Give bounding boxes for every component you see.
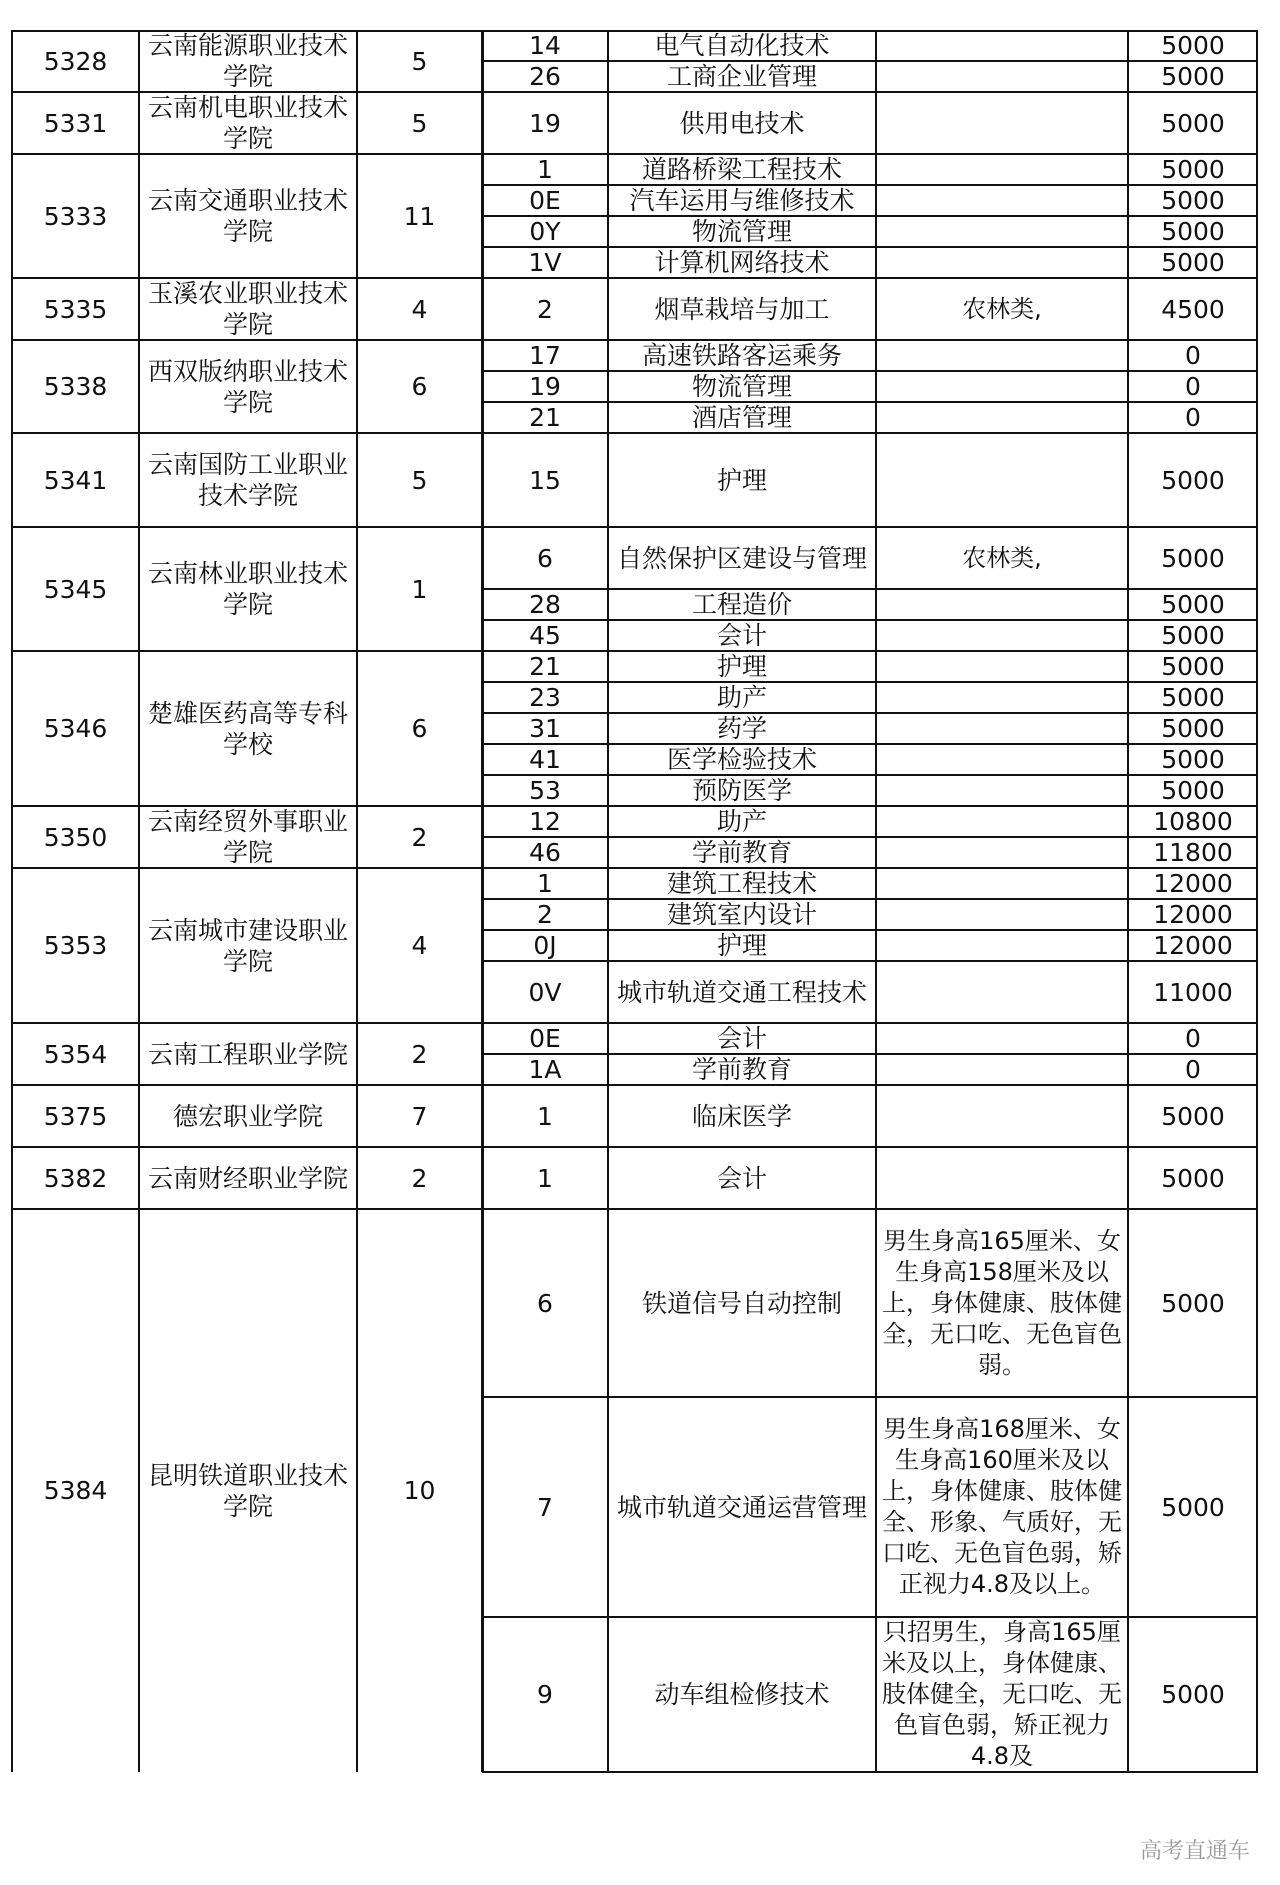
school-name-cell: 云南机电职业技术学院 xyxy=(147,93,348,153)
tuition-cell: 5000 xyxy=(1161,31,1225,60)
requirement-cell xyxy=(876,92,1128,154)
school-code-cell: 5338 xyxy=(43,372,108,401)
major-name-cell: 城市轨道交通运营管理 xyxy=(616,1492,867,1522)
requirement-cell xyxy=(876,1054,1128,1085)
school-code-cell: 5354 xyxy=(43,1039,108,1069)
tuition-cell: 5000 xyxy=(1161,155,1225,184)
major-name-cell: 工商企业管理 xyxy=(666,62,817,91)
major-name-cell: 会计 xyxy=(716,1024,767,1053)
school-name-cell: 昆明铁道职业技术学院 xyxy=(147,1460,348,1521)
tuition-cell: 5000 xyxy=(1161,776,1225,805)
major-id-cell: 15 xyxy=(529,465,561,495)
plan-count-cell: 10 xyxy=(403,1476,436,1505)
school-code-cell: 5341 xyxy=(43,465,108,495)
plan-count-cell: 5 xyxy=(411,108,428,138)
major-id-cell: 0J xyxy=(533,931,557,960)
tuition-cell: 5000 xyxy=(1161,590,1225,619)
plan-count-cell: 2 xyxy=(411,1163,428,1193)
school-name-cell: 云南国防工业职业技术学院 xyxy=(147,450,348,510)
tuition-cell: 5000 xyxy=(1161,108,1225,138)
major-id-cell: 1 xyxy=(537,155,553,184)
column-rule xyxy=(11,30,13,1772)
major-name-cell: 高速铁路客运乘务 xyxy=(641,341,842,370)
major-name-cell: 汽车运用与维修技术 xyxy=(629,186,855,215)
major-name-cell: 计算机网络技术 xyxy=(654,248,830,277)
tuition-cell: 5000 xyxy=(1161,652,1225,681)
major-name-cell: 药学 xyxy=(716,714,767,743)
plan-count-cell: 5 xyxy=(411,465,428,495)
school-code-cell: 5384 xyxy=(43,1476,108,1505)
major-id-cell: 53 xyxy=(529,776,561,805)
plan-count-cell: 2 xyxy=(411,822,428,852)
major-id-cell: 1 xyxy=(537,1101,553,1131)
requirement-cell xyxy=(876,651,1128,682)
requirement-cell xyxy=(876,1085,1128,1147)
school-name-cell: 云南交通职业技术学院 xyxy=(147,186,348,246)
major-id-cell: 21 xyxy=(529,403,561,432)
major-id-cell: 17 xyxy=(529,341,561,370)
school-name-cell: 德宏职业学院 xyxy=(172,1101,323,1131)
school-code-cell: 5333 xyxy=(43,201,108,231)
column-rule xyxy=(875,30,877,1772)
requirement-cell xyxy=(876,402,1128,433)
major-name-cell: 动车组检修技术 xyxy=(654,1680,830,1709)
requirement-cell xyxy=(876,806,1128,837)
tuition-cell: 5000 xyxy=(1161,1101,1225,1131)
major-name-cell: 学前教育 xyxy=(691,1055,792,1084)
requirement-cell xyxy=(876,433,1128,527)
major-id-cell: 45 xyxy=(529,621,561,650)
plan-count-cell: 7 xyxy=(411,1101,428,1131)
major-id-cell: 9 xyxy=(537,1680,553,1709)
major-id-cell: 0E xyxy=(529,1024,561,1053)
tuition-cell: 5000 xyxy=(1161,1163,1225,1193)
major-name-cell: 建筑工程技术 xyxy=(666,869,817,898)
major-id-cell: 19 xyxy=(529,108,561,138)
tuition-cell: 0 xyxy=(1185,403,1201,432)
school-name-cell: 云南经贸外事职业学院 xyxy=(147,807,348,867)
watermark-text: 高考直通车 xyxy=(1139,1839,1250,1864)
major-id-cell: 28 xyxy=(529,590,561,619)
tuition-cell: 11000 xyxy=(1153,977,1233,1007)
requirement-cell xyxy=(876,1147,1128,1209)
column-rule xyxy=(607,30,609,1772)
major-id-cell: 1V xyxy=(528,248,562,277)
requirement-cell xyxy=(876,247,1128,278)
school-name-cell: 云南林业职业技术学院 xyxy=(147,559,348,619)
column-rule xyxy=(1127,30,1129,1772)
requirement-cell xyxy=(876,930,1128,961)
major-id-cell: 23 xyxy=(529,683,561,712)
tuition-cell: 5000 xyxy=(1161,186,1225,215)
admission-table xyxy=(12,30,1260,1770)
school-code-cell: 5335 xyxy=(43,294,108,324)
major-name-cell: 电气自动化技术 xyxy=(654,31,830,60)
tuition-cell: 5000 xyxy=(1161,683,1225,712)
plan-count-cell: 5 xyxy=(411,46,428,76)
major-id-cell: 2 xyxy=(537,900,553,929)
requirement-cell xyxy=(876,30,1128,61)
plan-count-cell: 11 xyxy=(403,201,436,231)
major-id-cell: 7 xyxy=(537,1492,553,1522)
major-id-cell: 6 xyxy=(537,1288,553,1318)
tuition-cell: 5000 xyxy=(1161,465,1225,495)
column-rule xyxy=(356,30,358,1772)
school-name-cell: 楚雄医药高等专科学校 xyxy=(147,698,348,759)
requirement-cell xyxy=(876,961,1128,1023)
plan-count-cell: 4 xyxy=(411,931,428,960)
tuition-cell: 4500 xyxy=(1161,294,1225,324)
tuition-cell: 5000 xyxy=(1161,1680,1225,1709)
requirement-cell xyxy=(876,775,1128,806)
major-name-cell: 物流管理 xyxy=(691,217,792,246)
school-name-cell: 西双版纳职业技术学院 xyxy=(147,356,348,417)
school-code-cell: 5382 xyxy=(43,1163,108,1193)
school-code-cell: 5375 xyxy=(43,1101,108,1131)
tuition-cell: 0 xyxy=(1185,341,1201,370)
requirement-cell xyxy=(876,682,1128,713)
requirement-cell xyxy=(876,371,1128,402)
school-code-cell: 5346 xyxy=(43,714,108,743)
tuition-cell: 5000 xyxy=(1161,543,1225,573)
major-id-cell: 46 xyxy=(529,838,561,867)
school-code-cell: 5350 xyxy=(43,822,108,852)
requirement-cell xyxy=(876,185,1128,216)
major-name-cell: 护理 xyxy=(716,465,767,495)
major-id-cell: 1A xyxy=(528,1055,562,1084)
tuition-cell: 5000 xyxy=(1161,714,1225,743)
major-id-cell: 6 xyxy=(537,543,553,573)
tuition-cell: 5000 xyxy=(1161,1288,1225,1318)
requirement-cell xyxy=(876,744,1128,775)
major-id-cell: 26 xyxy=(529,62,561,91)
major-name-cell: 烟草栽培与加工 xyxy=(654,294,830,324)
major-id-cell: 1 xyxy=(537,869,553,898)
requirement-cell xyxy=(876,154,1128,185)
requirement-cell xyxy=(876,620,1128,651)
major-name-cell: 酒店管理 xyxy=(691,403,792,432)
major-id-cell: 14 xyxy=(529,31,561,60)
requirement-cell: 农林类, xyxy=(962,294,1042,323)
tuition-cell: 5000 xyxy=(1161,217,1225,246)
plan-count-cell: 1 xyxy=(411,574,428,604)
column-rule xyxy=(138,30,140,1772)
major-id-cell: 41 xyxy=(529,745,561,774)
major-name-cell: 工程造价 xyxy=(691,590,792,619)
requirement-cell xyxy=(876,899,1128,930)
plan-count-cell: 4 xyxy=(411,294,428,324)
school-name-cell: 云南能源职业技术学院 xyxy=(147,31,348,91)
requirement-cell: 农林类, xyxy=(962,543,1042,572)
school-code-cell: 5345 xyxy=(43,574,108,604)
requirement-cell xyxy=(876,216,1128,247)
tuition-cell: 12000 xyxy=(1153,931,1233,960)
major-name-cell: 助产 xyxy=(716,683,767,712)
plan-count-cell: 2 xyxy=(411,1039,428,1069)
tuition-cell: 5000 xyxy=(1161,1492,1225,1522)
major-name-cell: 铁道信号自动控制 xyxy=(641,1288,842,1318)
major-id-cell: 0Y xyxy=(529,217,561,246)
requirement-cell xyxy=(876,868,1128,899)
major-name-cell: 医学检验技术 xyxy=(666,745,817,774)
school-name-cell: 云南城市建设职业学院 xyxy=(147,915,348,976)
major-name-cell: 学前教育 xyxy=(691,838,792,867)
major-id-cell: 0E xyxy=(529,186,561,215)
school-code-cell: 5353 xyxy=(43,931,108,960)
major-name-cell: 会计 xyxy=(716,621,767,650)
requirement-cell xyxy=(876,61,1128,92)
school-name-cell: 云南财经职业学院 xyxy=(147,1163,348,1193)
major-id-cell: 31 xyxy=(529,714,561,743)
major-name-cell: 会计 xyxy=(716,1163,767,1193)
tuition-cell: 12000 xyxy=(1153,869,1233,898)
major-name-cell: 物流管理 xyxy=(691,372,792,401)
tuition-cell: 11800 xyxy=(1153,838,1233,867)
tuition-cell: 5000 xyxy=(1161,62,1225,91)
school-name-cell: 云南工程职业学院 xyxy=(147,1039,348,1069)
school-code-cell: 5331 xyxy=(43,108,108,138)
column-rule xyxy=(1256,30,1258,1772)
requirement-cell xyxy=(876,837,1128,868)
major-name-cell: 自然保护区建设与管理 xyxy=(616,543,867,573)
requirement-cell xyxy=(876,713,1128,744)
tuition-cell: 12000 xyxy=(1153,900,1233,929)
requirement-cell xyxy=(876,1023,1128,1054)
tuition-cell: 0 xyxy=(1185,372,1201,401)
plan-count-cell: 6 xyxy=(411,372,428,401)
requirement-cell: 只招男生，身高165厘米及以上，身体健康、肢体健全，无口吃、无色盲色弱，矫正视力4.8及 xyxy=(882,1618,1122,1770)
major-id-cell: 12 xyxy=(529,807,561,836)
major-id-cell: 0V xyxy=(528,977,562,1007)
major-id-cell: 21 xyxy=(529,652,561,681)
column-rule xyxy=(481,30,484,1772)
major-name-cell: 道路桥梁工程技术 xyxy=(641,155,842,184)
major-name-cell: 护理 xyxy=(716,652,767,681)
major-name-cell: 护理 xyxy=(716,931,767,960)
major-name-cell: 助产 xyxy=(716,807,767,836)
tuition-cell: 0 xyxy=(1185,1055,1201,1084)
requirement-cell: 男生身高165厘米、女生身高158厘米及以上，身体健康、肢体健全，无口吃、无色盲色弱。 xyxy=(882,1226,1122,1379)
requirement-cell xyxy=(876,589,1128,620)
tuition-cell: 10800 xyxy=(1153,807,1233,836)
school-code-cell: 5328 xyxy=(43,46,108,76)
requirement-cell xyxy=(876,340,1128,371)
tuition-cell: 5000 xyxy=(1161,621,1225,650)
requirement-cell: 男生身高168厘米、女生身高160厘米及以上，身体健康、肢体健全、形象、气质好，无口吃、无色盲色弱，矫正视力4.8及以上。 xyxy=(882,1415,1122,1598)
major-name-cell: 临床医学 xyxy=(691,1101,792,1131)
tuition-cell: 5000 xyxy=(1161,745,1225,774)
row-rule xyxy=(482,1771,1258,1773)
school-name-cell: 玉溪农业职业技术学院 xyxy=(147,279,348,339)
tuition-cell: 0 xyxy=(1185,1024,1201,1053)
major-id-cell: 2 xyxy=(537,294,553,324)
major-id-cell: 19 xyxy=(529,372,561,401)
tuition-cell: 5000 xyxy=(1161,248,1225,277)
plan-count-cell: 6 xyxy=(411,714,428,743)
major-name-cell: 预防医学 xyxy=(691,776,792,805)
major-id-cell: 1 xyxy=(537,1163,553,1193)
major-name-cell: 供用电技术 xyxy=(679,108,805,138)
major-name-cell: 城市轨道交通工程技术 xyxy=(616,977,867,1007)
major-name-cell: 建筑室内设计 xyxy=(666,900,817,929)
